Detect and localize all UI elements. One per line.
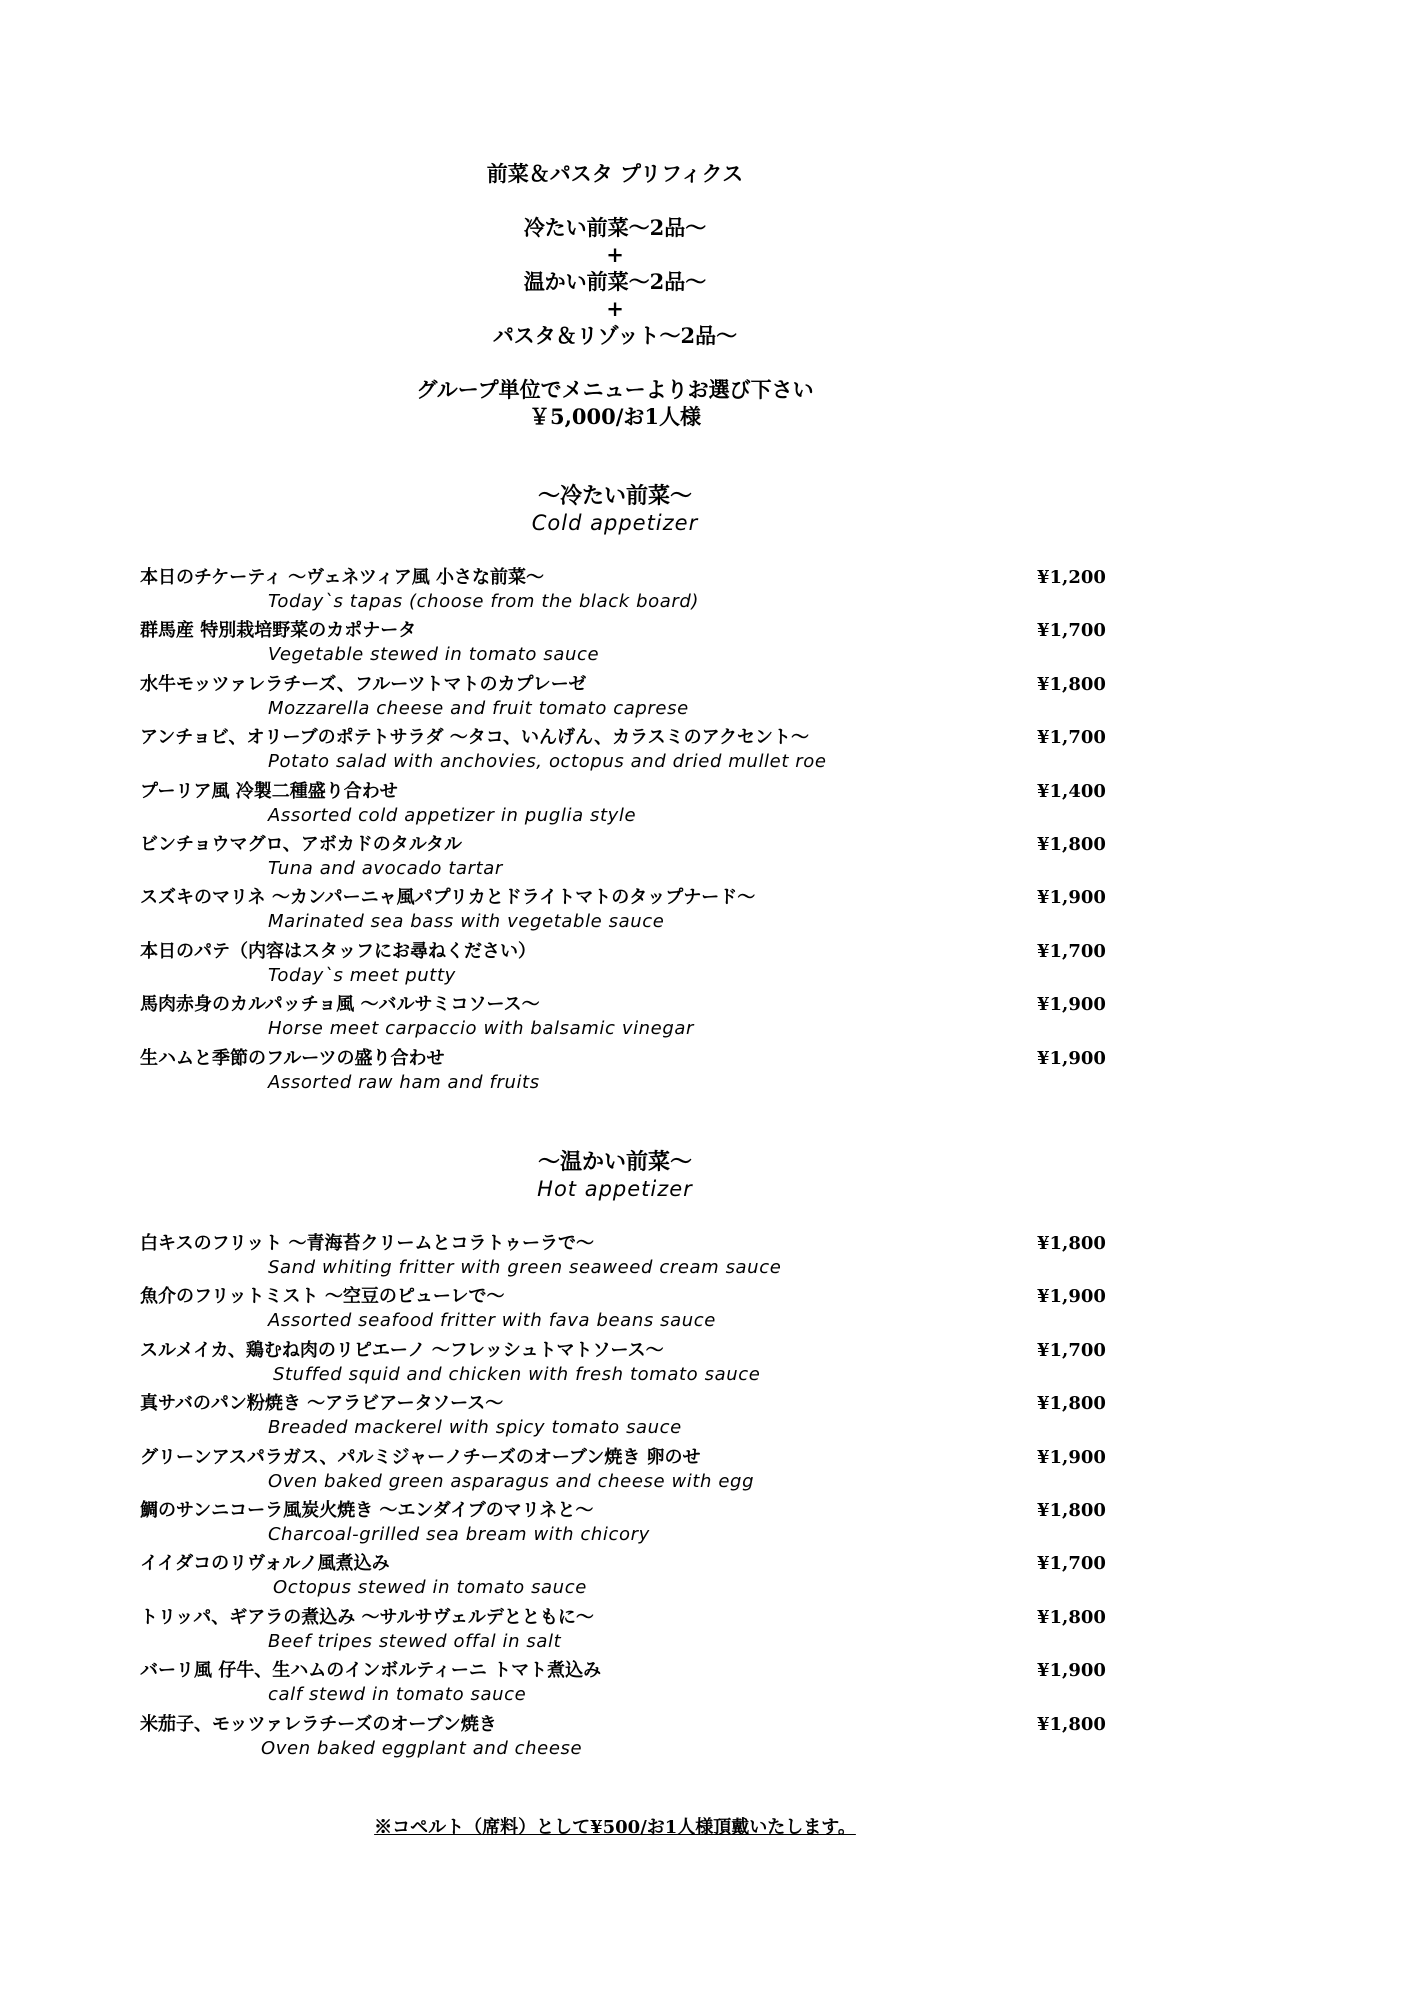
item-name-en: Oven baked green asparagus and cheese with egg: [268, 1470, 755, 1492]
hot-section-title: [0, 1148, 1230, 1202]
item-name-jp: 白キスのフリット ～青海苔クリームとコラトゥーラで～: [140, 1233, 595, 1254]
item-name-jp: グリーンアスパラガス、パルミジャーノチーズのオーブン焼き 卵のせ: [140, 1446, 701, 1468]
menu-item: [140, 726, 1106, 779]
cold-section-title: [0, 482, 1230, 536]
menu-item: [140, 1499, 1106, 1552]
item-name-en: Today`s meet putty: [268, 964, 456, 986]
hot-title-en: Hot appetizer: [537, 1177, 693, 1201]
item-name-en: Mozzarella cheese and fruit tomato caprese: [268, 697, 689, 719]
item-name-en: Tuna and avocado tartar: [268, 857, 503, 879]
item-name-en: Stuffed squid and chicken with fresh tomato sauce: [273, 1363, 761, 1385]
item-name-en: Sand whiting fritter with green seaweed cream sauce: [268, 1257, 782, 1278]
item-price: ¥1,200: [1037, 567, 1106, 588]
item-name-en: Octopus stewed in tomato sauce: [273, 1577, 587, 1599]
item-name-en: Assorted cold appetizer in puglia style: [268, 804, 637, 826]
item-price: ¥1,900: [1037, 994, 1106, 1016]
item-price: ¥1,800: [1037, 1499, 1106, 1521]
item-name-en: Potato salad with anchovies, octopus and dried mullet roe: [268, 751, 827, 773]
item-price: ¥1,700: [1037, 620, 1106, 642]
menu-item: [140, 673, 1106, 726]
item-name-jp: イイダコのリヴォルノ風煮込み: [140, 1553, 390, 1575]
item-price: ¥1,700: [1037, 940, 1106, 962]
course-pasta-line: パスタ＆リゾット～2品～: [492, 323, 738, 348]
item-name-jp: 魚介のフリットミスト ～空豆のピューレで～: [140, 1286, 505, 1308]
cold-title-en: Cold appetizer: [531, 511, 699, 535]
item-name-en: Vegetable stewed in tomato sauce: [268, 644, 600, 666]
item-price: ¥1,800: [1037, 1393, 1106, 1415]
item-name-jp: アンチョビ、オリーブのポテトサラダ ～タコ、いんげん、カラスミのアクセント～: [140, 727, 810, 749]
course-price: ￥5,000/お1人様: [528, 404, 702, 429]
menu-item: [140, 1285, 1106, 1338]
menu-item: [140, 1552, 1106, 1605]
item-price: ¥1,900: [1037, 887, 1106, 909]
menu-item: [140, 1446, 1106, 1499]
menu-item: [140, 1232, 1106, 1285]
hot-title-jp: ～温かい前菜～: [537, 1149, 692, 1175]
menu-item: [140, 566, 1106, 619]
hot-appetizer-list: [140, 1232, 1106, 1766]
item-name-en: Beef tripes stewed offal in salt: [268, 1630, 562, 1652]
item-price: ¥1,800: [1037, 833, 1106, 855]
cold-title-jp: ～冷たい前菜～: [537, 483, 692, 509]
menu-item: [140, 1047, 1106, 1100]
item-name-en: calf stewd in tomato sauce: [268, 1684, 527, 1706]
cold-appetizer-list: [140, 566, 1106, 1100]
item-name-jp: 米茄子、モッツァレラチーズのオーブン焼き: [140, 1713, 497, 1735]
item-name-en: Marinated sea bass with vegetable sauce: [268, 911, 665, 933]
menu-item: [140, 1659, 1106, 1712]
prix-fixe-header: [0, 160, 1230, 430]
item-price: ¥1,900: [1037, 1047, 1106, 1069]
menu-title: 前菜＆パスタ プリフィクス: [486, 161, 744, 186]
item-name-en: Assorted seafood fritter with fava beans sauce: [268, 1310, 716, 1332]
item-name-en: Today`s tapas (choose from the black board): [268, 591, 700, 612]
item-price: ¥1,900: [1037, 1446, 1106, 1468]
menu-item: [140, 780, 1106, 833]
item-name-jp: 真サバのパン粉焼き ～アラビアータソース～: [140, 1393, 504, 1415]
menu-item: [140, 1713, 1106, 1766]
item-name-jp: 水牛モッツァレラチーズ、フルーツトマトのカプレーゼ: [140, 673, 587, 695]
cover-charge-text: ※コペルト（席料）として¥500/お1人様頂戴いたします。: [374, 1817, 856, 1838]
item-price: ¥1,700: [1037, 1339, 1106, 1361]
item-name-en: Horse meet carpaccio with balsamic vinegar: [268, 1018, 695, 1040]
item-name-jp: バーリ風 仔牛、生ハムのインボルティーニ トマト煮込み: [140, 1660, 602, 1682]
menu-item: [140, 619, 1106, 672]
item-name-en: Breaded mackerel with spicy tomato sauce: [268, 1417, 682, 1439]
menu-item: [140, 993, 1106, 1046]
menu-item: [140, 833, 1106, 886]
cover-charge-note: [0, 1816, 1230, 1840]
item-price: ¥1,700: [1037, 1553, 1106, 1575]
menu-item: [140, 886, 1106, 939]
plus-sign: +: [606, 242, 624, 267]
item-name-jp: 生ハムと季節のフルーツの盛り合わせ: [140, 1047, 445, 1069]
course-hot-line: 温かい前菜～2品～: [523, 269, 707, 294]
selection-instruction: グループ単位でメニューよりお選び下さい: [416, 377, 814, 402]
item-price: ¥1,800: [1037, 1233, 1106, 1254]
plus-sign: +: [606, 296, 624, 321]
item-price: ¥1,800: [1037, 1713, 1106, 1735]
item-name-en: Assorted raw ham and fruits: [268, 1071, 540, 1093]
item-name-jp: ビンチョウマグロ、アボカドのタルタル: [140, 833, 463, 855]
item-price: ¥1,800: [1037, 673, 1106, 695]
menu-item: [140, 1606, 1106, 1659]
item-name-jp: スズキのマリネ ～カンパーニャ風パプリカとドライトマトのタップナード～: [140, 887, 756, 909]
item-name-jp: トリッパ、ギアラの煮込み ～サルサヴェルデとともに～: [140, 1606, 594, 1628]
menu-item: [140, 1392, 1106, 1445]
item-name-jp: 群馬産 特別栽培野菜のカポナータ: [140, 620, 417, 642]
menu-item: [140, 940, 1106, 993]
item-name-jp: プーリア風 冷製二種盛り合わせ: [140, 780, 398, 802]
item-name-jp: 鯛のサンニコーラ風炭火焼き ～エンダイブのマリネと～: [140, 1499, 594, 1521]
item-price: ¥1,700: [1037, 727, 1106, 749]
item-price: ¥1,900: [1037, 1286, 1106, 1308]
item-name-en: Charcoal-grilled sea bream with chicory: [268, 1523, 650, 1545]
item-name-jp: 本日のチケーティ ～ヴェネツィア風 小さな前菜～: [140, 567, 545, 588]
item-price: ¥1,900: [1037, 1660, 1106, 1682]
course-cold-line: 冷たい前菜～2品～: [523, 215, 707, 240]
item-name-jp: 本日のパテ（内容はスタッフにお尋ねください）: [140, 940, 536, 962]
item-name-jp: スルメイカ、鶏むね肉のリピエーノ ～フレッシュトマトソース～: [140, 1339, 664, 1361]
item-name-en: Oven baked eggplant and cheese: [261, 1737, 583, 1759]
item-price: ¥1,400: [1037, 780, 1106, 802]
item-name-jp: 馬肉赤身のカルパッチョ風 ～バルサミコソース～: [140, 994, 540, 1016]
menu-item: [140, 1339, 1106, 1392]
item-price: ¥1,800: [1037, 1606, 1106, 1628]
